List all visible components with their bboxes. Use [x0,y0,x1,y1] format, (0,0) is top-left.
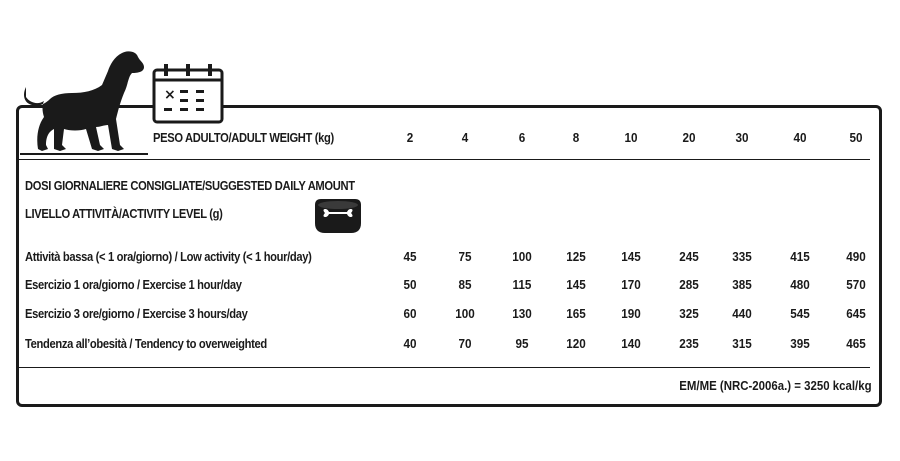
svg-text:×: × [164,87,176,103]
table-cell: 165 [566,306,586,321]
row-label: Attività bassa (< 1 ora/giorno) / Low activity (< 1 hour/day) [25,249,312,264]
table-cell: 325 [679,306,699,321]
table-cell: 645 [846,306,866,321]
footer-divider [18,367,870,368]
table-cell: 95 [515,336,529,351]
row-label: Esercizio 3 ore/giorno / Exercise 3 hours/day [25,306,248,321]
table-cell: 145 [566,277,586,292]
energy-footnote: EM/ME (NRC-2006a.) = 3250 kcal/kg [679,378,872,393]
table-cell: 40 [403,336,417,351]
table-cell: 570 [846,277,866,292]
weight-column-header: 8 [572,130,580,145]
table-cell: 115 [512,277,532,292]
table-cell: 145 [621,249,641,264]
table-cell: 245 [679,249,699,264]
table-cell: 285 [679,277,699,292]
table-cell: 85 [458,277,472,292]
table-cell: 60 [403,306,417,321]
table-cell: 315 [732,336,752,351]
table-cell: 335 [732,249,752,264]
table-cell: 190 [621,306,641,321]
table-cell: 125 [566,249,586,264]
weight-column-header: 10 [624,130,638,145]
weight-column-header: 20 [682,130,696,145]
weight-column-header: 50 [849,130,863,145]
header-divider [18,159,870,160]
table-cell: 100 [512,249,532,264]
section-subtitle: LIVELLO ATTIVITÀ/ACTIVITY LEVEL (g) [25,206,223,221]
dog-icon [20,45,148,157]
weight-column-header: 6 [518,130,526,145]
row-label: Tendenza all’obesità / Tendency to overweighted [25,336,267,351]
row-label: Esercizio 1 ora/giorno / Exercise 1 hour/day [25,277,242,292]
weight-column-header: 40 [793,130,807,145]
calendar-icon [152,62,224,124]
table-cell: 415 [790,249,810,264]
table-cell: 395 [790,336,810,351]
table-cell: 75 [458,249,472,264]
table-cell: 45 [403,249,417,264]
table-cell: 100 [455,306,475,321]
table-cell: 235 [679,336,699,351]
table-cell: 70 [458,336,472,351]
weight-column-header: 4 [461,130,469,145]
table-cell: 480 [790,277,810,292]
table-cell: 385 [732,277,752,292]
table-cell: 545 [790,306,810,321]
weight-column-header: 2 [406,130,414,145]
table-cell: 120 [566,336,586,351]
weight-column-header: 30 [735,130,749,145]
food-bowl-icon [313,197,363,235]
table-cell: 130 [512,306,532,321]
table-cell: 465 [846,336,866,351]
table-cell: 440 [732,306,752,321]
table-cell: 490 [846,249,866,264]
section-title: DOSI GIORNALIERE CONSIGLIATE/SUGGESTED DAILY AMOUNT [25,178,355,193]
table-cell: 140 [621,336,641,351]
table-cell: 170 [621,277,641,292]
weight-header-label: PESO ADULTO/ADULT WEIGHT (kg) [153,130,334,145]
table-cell: 50 [403,277,417,292]
